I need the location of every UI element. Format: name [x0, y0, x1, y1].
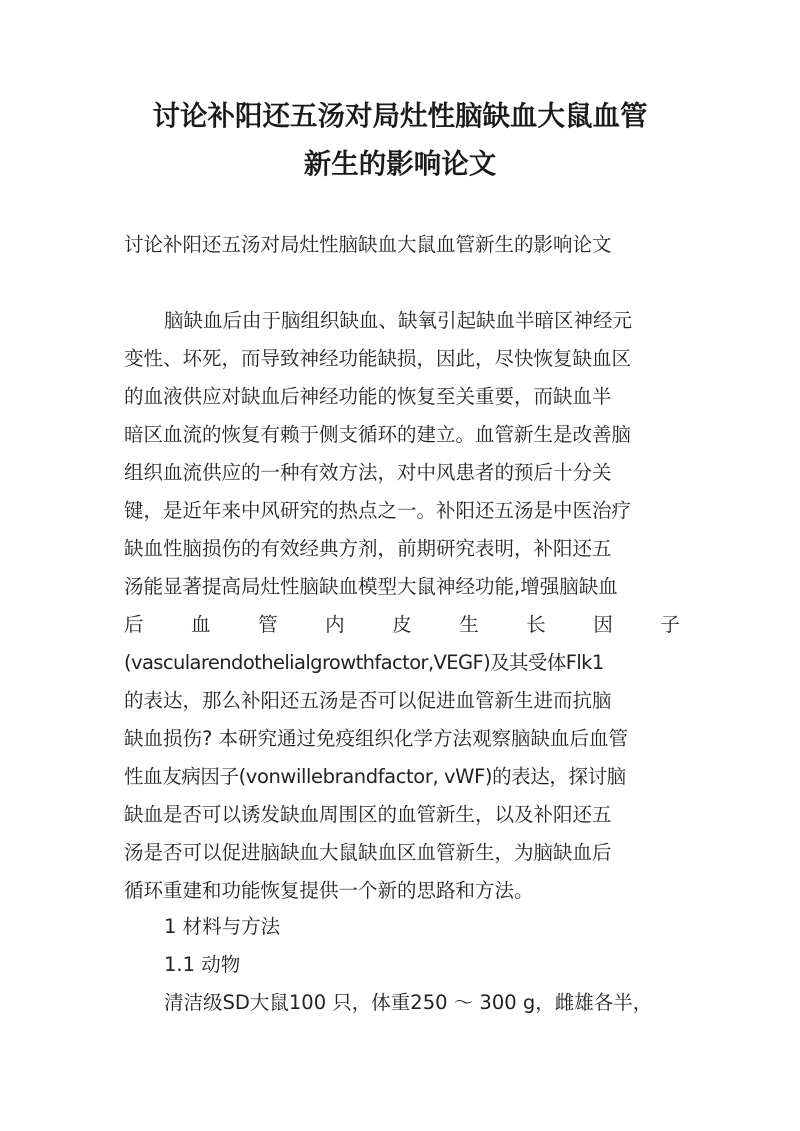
title-line-1: 讨论补阳还五汤对局灶性脑缺血大鼠血管 [152, 100, 648, 132]
paragraph-line: 循环重建和功能恢复提供一个新的思路和方法。 [124, 879, 534, 902]
paragraph-line: 性血友病因子(vonwillebrandfactor, vWF)的表达，探讨脑 [124, 765, 626, 788]
document-subtitle: 讨论补阳还五汤对局灶性脑缺血大鼠血管新生的影响论文 [124, 233, 612, 256]
document-title [100, 92, 700, 188]
spaced-char: 子 [660, 613, 680, 636]
paragraph-line: 的表达，那么补阳还五汤是否可以促进血管新生进而抗脑 [124, 689, 612, 712]
paragraph-line: 的血液供应对缺血后神经功能的恢复至关重要，而缺血半 [124, 385, 612, 408]
spaced-char: 生 [459, 613, 479, 636]
paragraph-line: 缺血是否可以诱发缺血周围区的血管新生，以及补阳还五 [124, 803, 612, 826]
spaced-char: 内 [325, 613, 345, 636]
paragraph-line: 变性、坏死，而导致神经功能缺损，因此，尽快恢复缺血区 [124, 347, 632, 370]
paragraph-line: 汤是否可以促进脑缺血大鼠缺血区血管新生，为脑缺血后 [124, 841, 612, 864]
paragraph-line: 清洁级SD大鼠100 只，体重250 ～ 300 g，雌雄各半， [164, 991, 653, 1014]
paragraph-line: 缺血损伤? 本研究通过免疫组织化学方法观察脑缺血后血管 [124, 727, 629, 750]
spaced-char: 管 [258, 613, 278, 636]
spaced-char: 血 [191, 613, 211, 636]
spaced-char: 皮 [392, 613, 412, 636]
section-heading: 1 材料与方法 [164, 915, 281, 938]
paragraph-line: (vascularendothelialgrowthfactor,VEGF)及其受体Flk1 [124, 651, 604, 674]
paragraph-line: 键，是近年来中风研究的热点之一。补阳还五汤是中医治疗 [124, 499, 632, 522]
spaced-char: 后 [124, 613, 144, 636]
spaced-char: 长 [526, 613, 546, 636]
paragraph-line: 脑缺血后由于脑组织缺血、缺氧引起缺血半暗区神经元 [164, 309, 633, 332]
paragraph-line: 缺血性脑损伤的有效经典方剂，前期研究表明，补阳还五 [124, 537, 612, 560]
paragraph-line-justified [124, 606, 680, 644]
paragraph-line: 暗区血流的恢复有赖于侧支循环的建立。血管新生是改善脑 [124, 423, 632, 446]
title-line-2: 新生的影响论文 [303, 148, 497, 180]
spaced-char: 因 [593, 613, 613, 636]
paragraph-line: 汤能显著提高局灶性脑缺血模型大鼠神经功能,增强脑缺血 [124, 575, 618, 598]
paragraph-line: 组织血流供应的一种有效方法，对中风患者的预后十分关 [124, 461, 612, 484]
subsection-heading: 1.1 动物 [164, 953, 241, 976]
